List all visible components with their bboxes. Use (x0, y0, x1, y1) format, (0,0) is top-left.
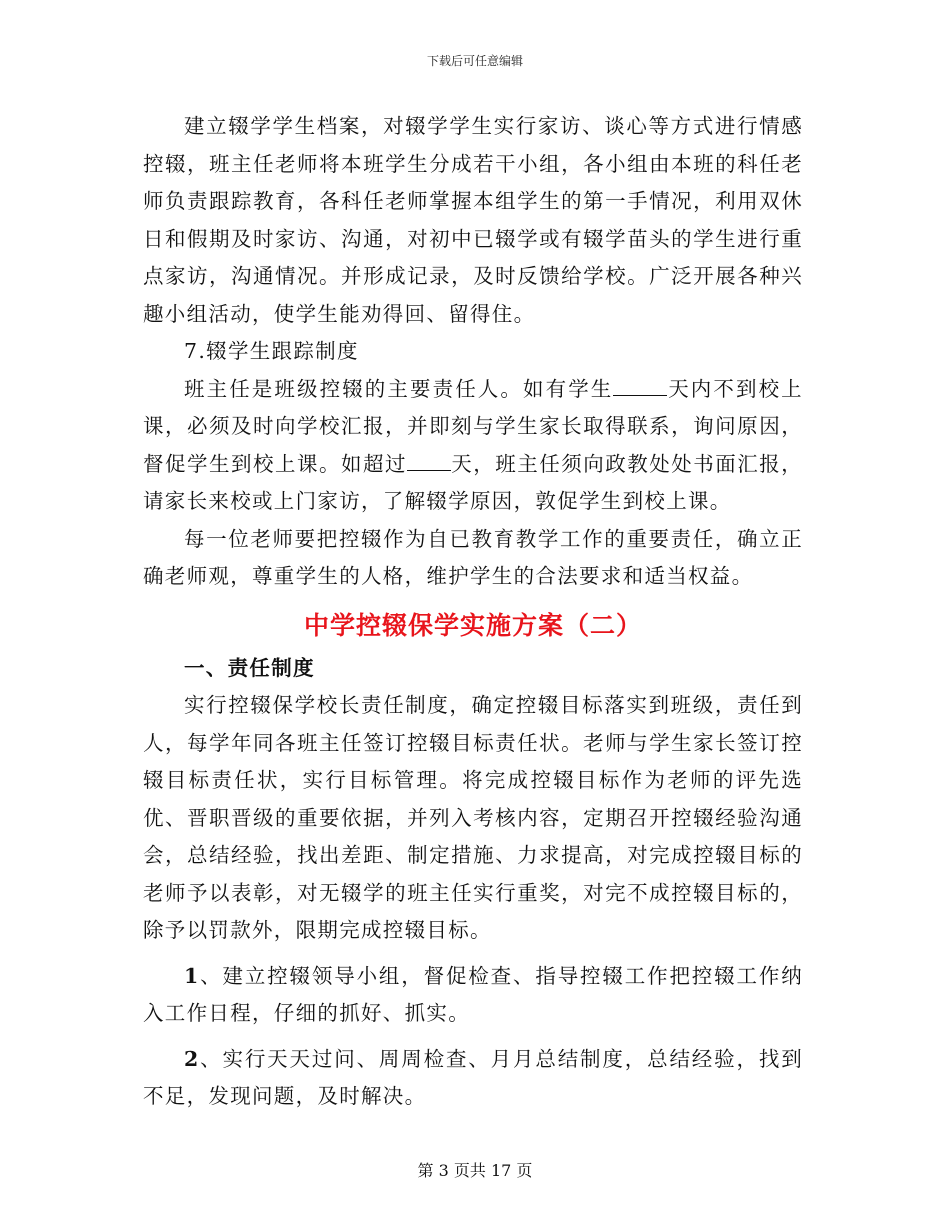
list-item-number: 1 (184, 963, 200, 988)
page-header-note: 下载后可任意编辑 (426, 54, 523, 68)
subheading-tracking-system: 7.辍学生跟踪制度 (184, 339, 359, 363)
paragraph-principal-responsibility: 实行控辍保学校长责任制度，确定控辍目标落实到班级，责任到人，每学年同各班主任签订控辍目标责任状。老师与学生家长签订控辍目标责任状，实行目标管理。将完成控辍目标作为老师的评先选优、晋职晋级的重要依据，并列入考核内容，定期召开控辍经验沟通会，总结经验，找出差距、制定措施、力求提高，对完成控辍目标的老师予以表彰，对无辍学的班主任实行重奖，对完不成控辍目标的，除予以罚款外，限期完成控辍目标。 (143, 693, 803, 942)
blank-days-2 (407, 448, 451, 471)
list-item-2 (143, 1041, 803, 1116)
blank-days-1 (613, 373, 667, 396)
paragraph-text-part-a: 班主任是班级控辍的主要责任人。如有学生 (184, 376, 614, 401)
paragraph-teacher-responsibility: 每一位老师要把控辍作为自已教育教学工作的重要责任，确立正确老师观，尊重学生的人格，维护学生的合法要求和适当权益。 (143, 526, 803, 588)
list-item-text: 、实行天天过问、周周检查、月月总结制度，总结经验，找到不足，发现问题，及时解决。 (143, 1046, 803, 1108)
list-item-1 (143, 958, 803, 1033)
page-number: 第 3 页共 17 页 (417, 1161, 533, 1180)
document-body (143, 108, 803, 1116)
paragraph-text-part-c: 天，班主任须向政教处处书面汇报，请家长来校或上门家访，了解辍学原因，敦促学生到校上课。 (143, 451, 803, 513)
paragraph-dropout-records: 建立辍学学生档案，对辍学学生实行家访、谈心等方式进行情感控辍，班主任老师将本班学生分成若干小组，各小组由本班的科任老师负责跟踪教育，各科任老师掌握本组学生的第一手情况，利用双休日和假期及时家访、沟通，对初中已辍学或有辍学苗头的学生进行重点家访，沟通情况。并形成记录，及时反馈给学校。广泛开展各种兴趣小组活动，使学生能劝得回、留得住。 (143, 114, 803, 326)
heading-responsibility-system: 一、责任制度 (184, 655, 315, 680)
list-item-text: 、建立控辍领导小组，督促检查、指导控辍工作把控辍工作纳入工作日程，仔细的抓好、抓实。 (143, 963, 803, 1025)
section-title: 中学控辍保学实施方案（二） (303, 610, 642, 640)
paragraph-text-part-b: 天内不到校上课，必须及时向学校汇报，并即刻与学生家长取得联系，询问原因，督促学生到校上课。如超过 (143, 376, 803, 476)
list-item-number: 2 (184, 1046, 200, 1071)
paragraph-head-teacher-duty (143, 371, 803, 521)
